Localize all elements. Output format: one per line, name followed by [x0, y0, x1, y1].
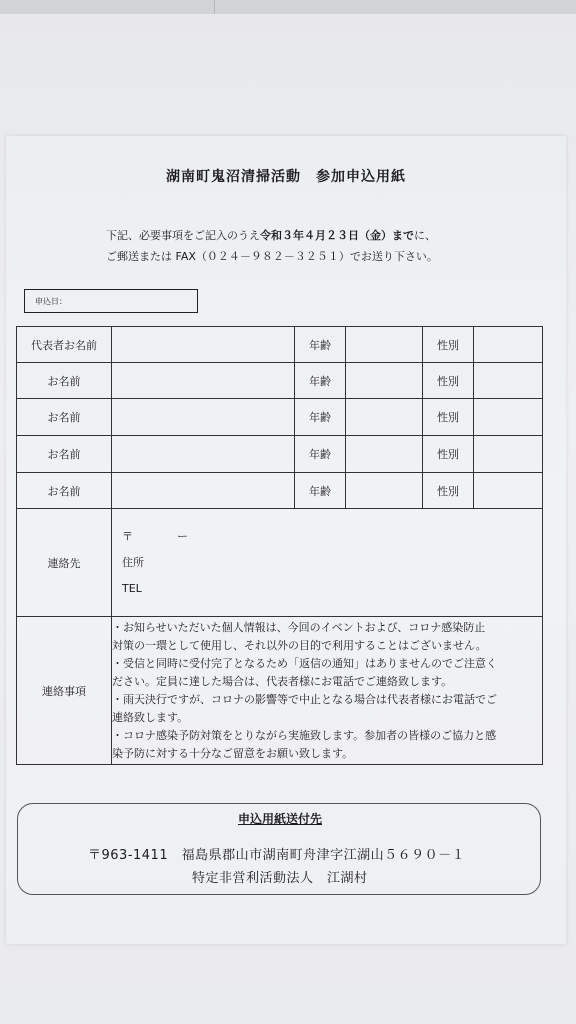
- name-field[interactable]: [112, 363, 295, 399]
- notes-row: [17, 617, 543, 765]
- gender-label: 性別: [423, 473, 474, 509]
- gender-label: 性別: [423, 363, 474, 399]
- strip-seam: [214, 0, 215, 14]
- notes-line: 染予防に対する十分なご留意をお願い致します。: [112, 746, 354, 760]
- gender-field[interactable]: [474, 327, 543, 363]
- contact-label: 連絡先: [17, 509, 112, 617]
- intro-text-pre: 下記、必要事項をご記入のうえ: [106, 229, 260, 242]
- name-field[interactable]: [112, 399, 295, 436]
- gender-field[interactable]: [474, 363, 543, 399]
- application-date-label: 申込日：: [35, 297, 67, 306]
- name-label: お名前: [17, 399, 112, 436]
- send-to-title: [18, 810, 542, 827]
- name-field[interactable]: [112, 473, 295, 509]
- table-row: [17, 473, 543, 509]
- table-row: [17, 327, 543, 363]
- name-field[interactable]: [112, 436, 295, 473]
- representative-name-field[interactable]: [112, 327, 295, 363]
- deadline-text: 令和３年４月２３日（金）まで: [260, 229, 414, 242]
- notes-line: ・コロナ感染予防対策をとりながら実施致します。参加者の皆様のご協力と感: [112, 728, 497, 742]
- gender-label: 性別: [423, 436, 474, 473]
- notes-label: 連絡事項: [17, 617, 112, 765]
- age-label: 年齢: [295, 327, 346, 363]
- table-row: [17, 399, 543, 436]
- gender-label: 性別: [423, 399, 474, 436]
- notes-text: [112, 617, 543, 765]
- background-top-strip: [0, 0, 576, 14]
- gender-field[interactable]: [474, 473, 543, 509]
- age-field[interactable]: [346, 436, 423, 473]
- representative-name-label: 代表者お名前: [17, 327, 112, 363]
- intro-line-2: ご郵送または FAX（０２４－９８２－３２５１）でお送り下さい。: [106, 250, 438, 263]
- notes-line: ・受信と同時に受付完了となるため「返信の通知」はありませんのでご注意く: [112, 656, 497, 670]
- notes-line: ・雨天決行ですが、コロナの影響等で中止となる場合は代表者様にお電話でご: [112, 692, 497, 706]
- age-field[interactable]: [346, 473, 423, 509]
- send-to-address: 〒963-1411 福島県郡山市湖南町舟津字江湖山５６９０－１: [88, 848, 466, 863]
- age-label: 年齢: [295, 363, 346, 399]
- age-field[interactable]: [346, 399, 423, 436]
- notes-line: ださい。定員に達した場合は、代表者様にお電話でご連絡致します。: [112, 674, 453, 688]
- gender-field[interactable]: [474, 436, 543, 473]
- application-form-sheet: [6, 136, 566, 944]
- notes-line: ・お知らせいただいた個人情報は、今回のイベントおよび、コロナ感染防止: [112, 620, 486, 634]
- gender-label: 性別: [423, 327, 474, 363]
- send-to-organization: 特定非営利活動法人 江湖村: [192, 871, 368, 886]
- entry-table: [16, 326, 543, 765]
- contact-field[interactable]: [112, 509, 543, 617]
- table-row: [17, 436, 543, 473]
- notes-line: 対策の一環として使用し、それ以外の目的で利用することはございません。: [112, 638, 487, 652]
- notes-line: 連絡致します。: [112, 710, 189, 724]
- age-label: 年齢: [295, 399, 346, 436]
- gender-field[interactable]: [474, 399, 543, 436]
- send-to-title-text: 申込用紙送付先: [237, 812, 322, 826]
- age-field[interactable]: [346, 327, 423, 363]
- contact-row: [17, 509, 543, 617]
- send-to-box: [17, 803, 541, 895]
- intro-line-1: [106, 226, 546, 246]
- application-date-field[interactable]: [24, 289, 198, 313]
- name-label: お名前: [17, 436, 112, 473]
- address-line: 住所: [122, 555, 144, 569]
- name-label: お名前: [17, 363, 112, 399]
- age-field[interactable]: [346, 363, 423, 399]
- intro-text-post: に、: [414, 229, 436, 242]
- name-label: お名前: [17, 473, 112, 509]
- postal-code-line: 〒 ー: [122, 529, 188, 543]
- table-row: [17, 363, 543, 399]
- age-label: 年齢: [295, 473, 346, 509]
- age-label: 年齢: [295, 436, 346, 473]
- tel-line: TEL: [122, 581, 142, 595]
- form-title: 湖南町鬼沼清掃活動 参加申込用紙: [166, 169, 406, 185]
